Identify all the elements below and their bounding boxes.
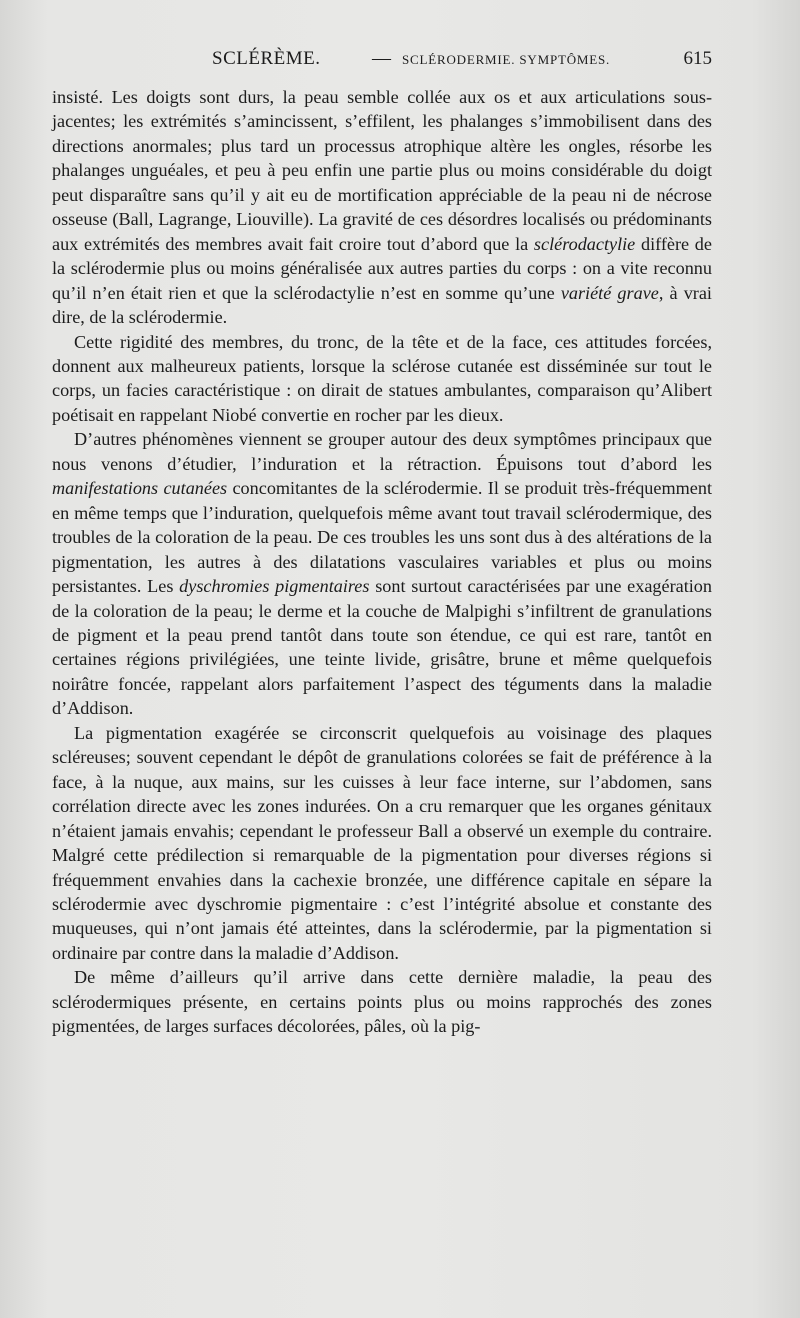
paragraph-3-text-1: D’autres phénomènes viennent se grouper autour des deux symptômes principaux que nous venons d’étudier, l’induration et la rétraction. Épuisons tout d’abord les	[52, 429, 712, 474]
paragraph-2	[52, 330, 712, 428]
paragraph-1-text-3: , à vrai dire, de la sclérodermie.	[52, 282, 712, 328]
page-number: 615	[683, 48, 712, 69]
paragraph-1-text-2: diffère de la sclérodermie plus ou moins généralisée aux autres parties du corps : on a vite reconnu qu’il n’en était rien et que la sclérodactylie n’est en somme qu’une	[52, 233, 712, 303]
body-text	[52, 85, 712, 1039]
paragraph-5	[52, 965, 712, 1038]
header-title: SCLÉRÈME.	[212, 48, 321, 69]
paragraph-1	[52, 85, 712, 330]
paragraph-3-text-2: concomitantes de la sclérodermie. Il se produit très-fréquemment en même temps que l’induration, quelquefois même avant tout travail sclérodermique, des troubles de la coloration de la peau. De ces troubles les uns sont dus à des altérations de la pigmentation, les autres à des dilatations vasculaires variables et plus ou moins persistantes. Les	[52, 478, 712, 597]
paragraph-1-text-1: insisté. Les doigts sont durs, la peau semble collée aux os et aux articulations sous-jacentes; les extrémités s’amincissent, s’effilent, les phalanges s’immobilisent dans des directions anormales; plus tard un processus atrophique altère les ongles, résorbe les phalanges unguéales, et peu à peu enfin une partie plus ou moins considérable du doigt peut disparaître sans qu’il y ait eu de mortification appréciable de la peau ni de nécrose osseuse (Ball, Lagrange, Liouville). La gravité de ces désordres localisés ou prédominants aux extrémités des membres avait fait croire tout d’abord que la	[52, 87, 712, 254]
paragraph-3-italic-1: manifestations cutanées	[52, 478, 228, 499]
header-dash: —	[372, 48, 391, 69]
paragraph-5-text-1: De même d’ailleurs qu’il arrive dans cette dernière maladie, la peau des sclérodermiques présente, en certains points plus ou moins rapprochés des zones pigmentées, de larges surfaces décolorées, pâles, où la pig-	[52, 967, 712, 1037]
paragraph-3	[52, 427, 712, 720]
paragraph-4-text-1: La pigmentation exagérée se circonscrit quelquefois au voisinage des plaques scléreuses; souvent cependant le dépôt de granulations colorées se fait de préférence à la face, à la nuque, aux mains, sur les cuisses à leur face interne, sur l’abdomen, sans corrélation directe avec les zones indurées. On a cru remarquer que les organes génitaux n’étaient jamais envahis; cependant le professeur Ball a observé un exemple du contraire. Malgré cette prédilection si remarquable de la pigmentation pour diverses régions si fréquemment envahies dans la cachexie bronzée, une différence capitale en sépare la sclérodermie avec dyschromie pigmentaire : c’est l’intégrité absolue et constante des muqueuses, qui n’ont jamais été atteintes, dans la sclérodermie, par la pigmentation si ordinaire par contre dans la maladie d’Addison.	[52, 722, 712, 963]
paragraph-4	[52, 721, 712, 966]
header-subtitle: SCLÉRODERMIE. SYMPTÔMES.	[402, 52, 611, 67]
paragraph-3-italic-2: dyschromies pigmentaires	[179, 576, 370, 597]
running-header	[52, 48, 712, 76]
paragraph-2-text-1: Cette rigidité des membres, du tronc, de la tête et de la face, ces attitudes forcées, donnent aux malheureux patients, lorsque la sclérose cutanée est disséminée sur tout le corps, un facies caractéristique : on dirait de statues ambulantes, comparaison qu’Alibert poétisait en rappelant Niobé convertie en rocher par les dieux.	[52, 331, 712, 425]
paragraph-1-italic-1: sclérodactylie	[533, 233, 636, 254]
paragraph-1-italic-2: variété grave	[560, 282, 659, 303]
paragraph-3-text-3: sont surtout caractérisées par une exagération de la coloration de la peau; le derme et la couche de Malpighi s’infiltrent de granulations de pigment et la peau prend tantôt dans toute son étendue, ce qui est rare, tantôt en certaines régions privilégiées, une teinte livide, grisâtre, brune et même quelquefois noirâtre foncée, rappelant alors parfaitement l’aspect des téguments dans la maladie d’Addison.	[52, 576, 712, 719]
